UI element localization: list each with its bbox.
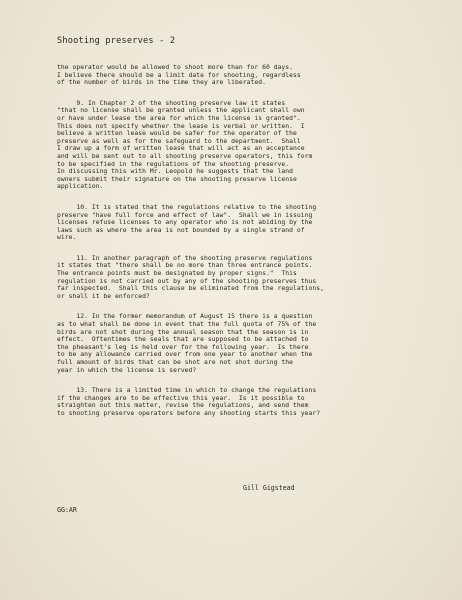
text-line: I draw up a form of written lease that will act as an acceptance <box>57 145 305 153</box>
text-line: licenses refuse licenses to any operator who is not abiding by the <box>57 219 313 227</box>
text-line: 11. In another paragraph of the shooting preserve regulations <box>57 254 313 262</box>
paragraph <box>57 313 427 374</box>
text-line: 10. It is stated that the regulations relative to the shooting <box>57 203 317 211</box>
text-line: and will be sent out to all shooting preserve operators, this form <box>57 152 313 160</box>
paragraph <box>57 255 427 301</box>
text-line: preserve "have full force and effect of law". Shall we in issuing <box>57 211 313 219</box>
text-line: if the changes are to be effective this year. Is it possible to <box>57 394 305 402</box>
text-line: preserve as well as for the safeguard to the department. Shall <box>57 137 301 145</box>
text-line: full amount of birds that can be shot are not shot during the <box>57 359 294 366</box>
text-line: 13. There is a limited time in which to change the regulations <box>57 387 317 395</box>
page-header: Shooting preserves - 2 <box>57 36 176 46</box>
text-line: This does not specify whether the lease is verbal or written. I <box>57 122 305 130</box>
text-line: the pheasant's leg is held over for the following year. Is there <box>57 343 309 351</box>
text-line: far inspected. Shall this clause be eliminated from the regulations, <box>57 285 324 293</box>
text-line: 12. In the former memorandum of August 15 there is a question <box>57 313 313 321</box>
text-line: or have under lease the area for which the license is granted". <box>57 114 301 122</box>
text-line: I believe there should be a limit date for shooting, regardless <box>57 71 301 79</box>
text-line: birds are not shot during the annual season that the season is in <box>57 328 309 336</box>
text-line: The entrance points must be designated by proper signs." This <box>57 270 297 278</box>
text-line: wire. <box>57 234 77 242</box>
text-line: In discussing this with Mr. Leopold he suggests that the land <box>57 168 294 176</box>
paragraph <box>57 387 427 417</box>
text-line: application. <box>57 183 104 191</box>
letter-body <box>57 64 427 431</box>
text-line: of the number of birds in the time they are liberated. <box>57 79 266 87</box>
text-line: year in which the license is served? <box>57 366 197 374</box>
text-line: "that no license shall be granted unless the applicant shall own <box>57 107 305 115</box>
text-line: owners submit their signature on the shooting preserve license <box>57 175 297 183</box>
text-line: straighten out this matter, revise the regulations, and send them <box>57 402 309 410</box>
text-line: it states that "there shall be no more than three entrance points. <box>57 262 313 270</box>
text-line: laws such as where the area is not bounded by a single strand of <box>57 226 305 234</box>
typist-initials: GG:AR <box>57 506 77 514</box>
signature: Gill Gigstead <box>243 484 295 492</box>
text-line: regulation is not carried out by any of the shooting preserves thus <box>57 277 317 285</box>
text-line: the operator would be allowed to shoot more than for 60 days. <box>57 64 294 71</box>
text-line: to be specified in the regulations of the shooting preserve. <box>57 160 290 168</box>
text-line: or shall it be enforced? <box>57 292 150 300</box>
text-line: 9. In Chapter 2 of the shooting preserve law it states <box>57 99 286 107</box>
text-line: believe a written lease would be safer for the operator of the <box>57 130 297 138</box>
paragraph <box>57 100 427 191</box>
paragraph <box>57 204 427 242</box>
text-line: effect. Oftentimes the seals that are supposed to be attached to <box>57 336 309 344</box>
paragraph <box>57 64 427 87</box>
text-line: as to what shall be done in event that the full quota of 75% of the <box>57 321 317 329</box>
text-line: to shooting preserve operators before any shooting starts this year? <box>57 409 321 417</box>
text-line: to be any allowance carried over from one year to another when the <box>57 351 313 359</box>
